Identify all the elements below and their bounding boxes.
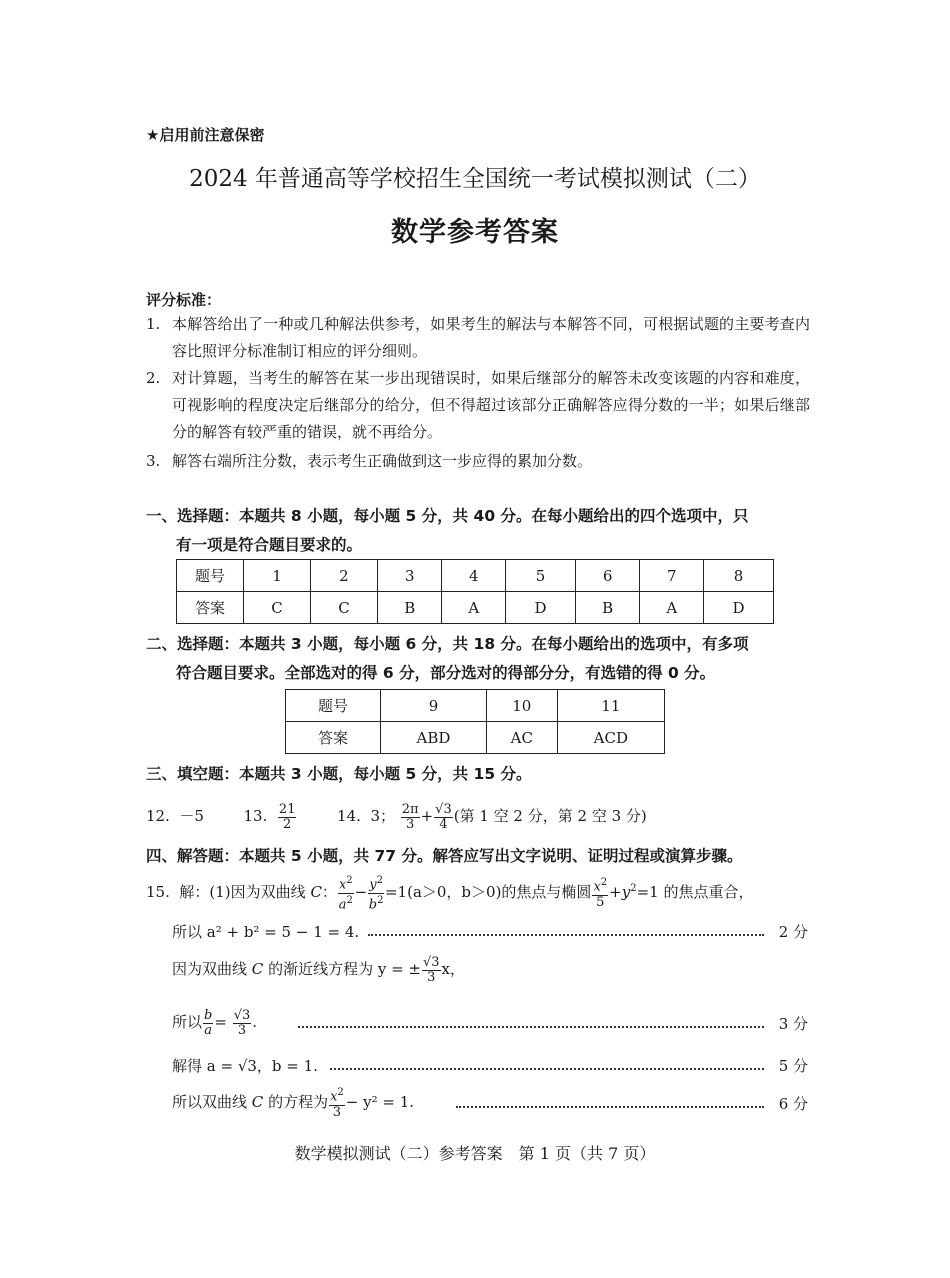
solution-step-2: 因为双曲线 C 的渐近线方程为 y = ± $\frac{√3}{3}$ x，	[172, 954, 466, 985]
score-label: 6 分	[778, 1095, 808, 1113]
leader-dots	[298, 1026, 764, 1028]
exam-title: 2024 年普通高等学校招生全国统一考试模拟测试（二）	[189, 166, 761, 192]
score-label: 3 分	[778, 1015, 808, 1033]
section3-heading: 三、填空题：本题共 3 小题，每小题 5 分，共 15 分。	[146, 765, 532, 783]
standard-item-2: 2. 对计算题，当考生的解答在某一步出现错误时，如果后继部分的解答未改变该题的内容和难度，可视影响的程度决定后继部分的给分，但不得超过该部分正确解答应得分数的一半；如果后继部分的解答有较严重的错误，就不再给分。	[146, 369, 810, 441]
fraction-21-2: $\frac{21}{2}$	[278, 801, 296, 832]
standard-item-3: 3. 解答右端所注分数，表示考生正确做到这一步应得的累加分数。	[146, 452, 593, 470]
leader-dots	[456, 1106, 764, 1108]
standard-item-1: 1. 本解答给出了一种或几种解法供参考，如果考生的解法与本解答不同，可根据试题的主要考查内容比照评分标准制订相应的评分细则。	[146, 315, 810, 360]
solution-step-4: 解得 a = √3，b = 1.	[172, 1057, 318, 1075]
score-label: 2 分	[778, 923, 808, 941]
page-footer: 数学模拟测试（二）参考答案 第 1 页（共 7 页）	[294, 1144, 656, 1163]
table-row: 题号 9 10 11	[286, 690, 665, 722]
solution-step-5: 所以双曲线 C 的方程为 $\frac{x^2}{3}$ − y² = 1.	[172, 1087, 415, 1120]
section1-heading: 一、选择题：本题共 8 小题，每小题 5 分，共 40 分。在每小题给出的四个选项中，只 有一项是符合题目要求的。	[146, 507, 749, 554]
solution-step-3: 所以 $\frac{b}{a}$ = $\frac{√3}{3}$ .	[172, 1007, 258, 1038]
table-row: 答案 C C B A D B A D	[177, 592, 774, 624]
standards-heading: 评分标准：	[146, 291, 222, 309]
table-row: 答案 ABD AC ACD	[286, 722, 665, 754]
table-row: 题号 1 2 3 4 5 6 7 8	[177, 560, 774, 592]
section2-heading: 二、选择题：本题共 3 小题，每小题 6 分，共 18 分。在每小题给出的选项中，有多项 符合题目要求。全部选对的得 6 分，部分选对的得部分分，有选错的得 0 分。	[146, 635, 749, 682]
leader-dots	[368, 934, 764, 936]
q15-statement: 15. 解：(1)因为双曲线 C： $\frac{x^2}{a^2}$ − $\frac{y^2}{b^2}$ =1(a＞0，b＞0)的焦点与椭圆 $\frac{x^2}{5}$ $+y^2=1$ 的焦点重合，	[146, 875, 754, 912]
fill-in-answers: 12. －5 13. $\frac{21}{2}$ 14. 3； $\frac{2\pi}{3}$ + $\frac{√3}{4}$ (第 1 空 2 分，第 2 空 3 分)	[146, 801, 647, 832]
page-subtitle: 数学参考答案	[391, 217, 559, 248]
leader-dots	[330, 1068, 764, 1070]
section2-answer-table	[285, 689, 665, 754]
section4-heading: 四、解答题：本题共 5 小题，共 77 分。解答应写出文字说明、证明过程或演算步骤。	[146, 847, 743, 865]
section1-answer-table	[176, 559, 774, 624]
score-label: 5 分	[778, 1057, 808, 1075]
solution-step-1: 所以 a² + b² = 5 − 1 = 4.	[172, 923, 360, 941]
confidential-notice: ★启用前注意保密	[146, 126, 265, 144]
